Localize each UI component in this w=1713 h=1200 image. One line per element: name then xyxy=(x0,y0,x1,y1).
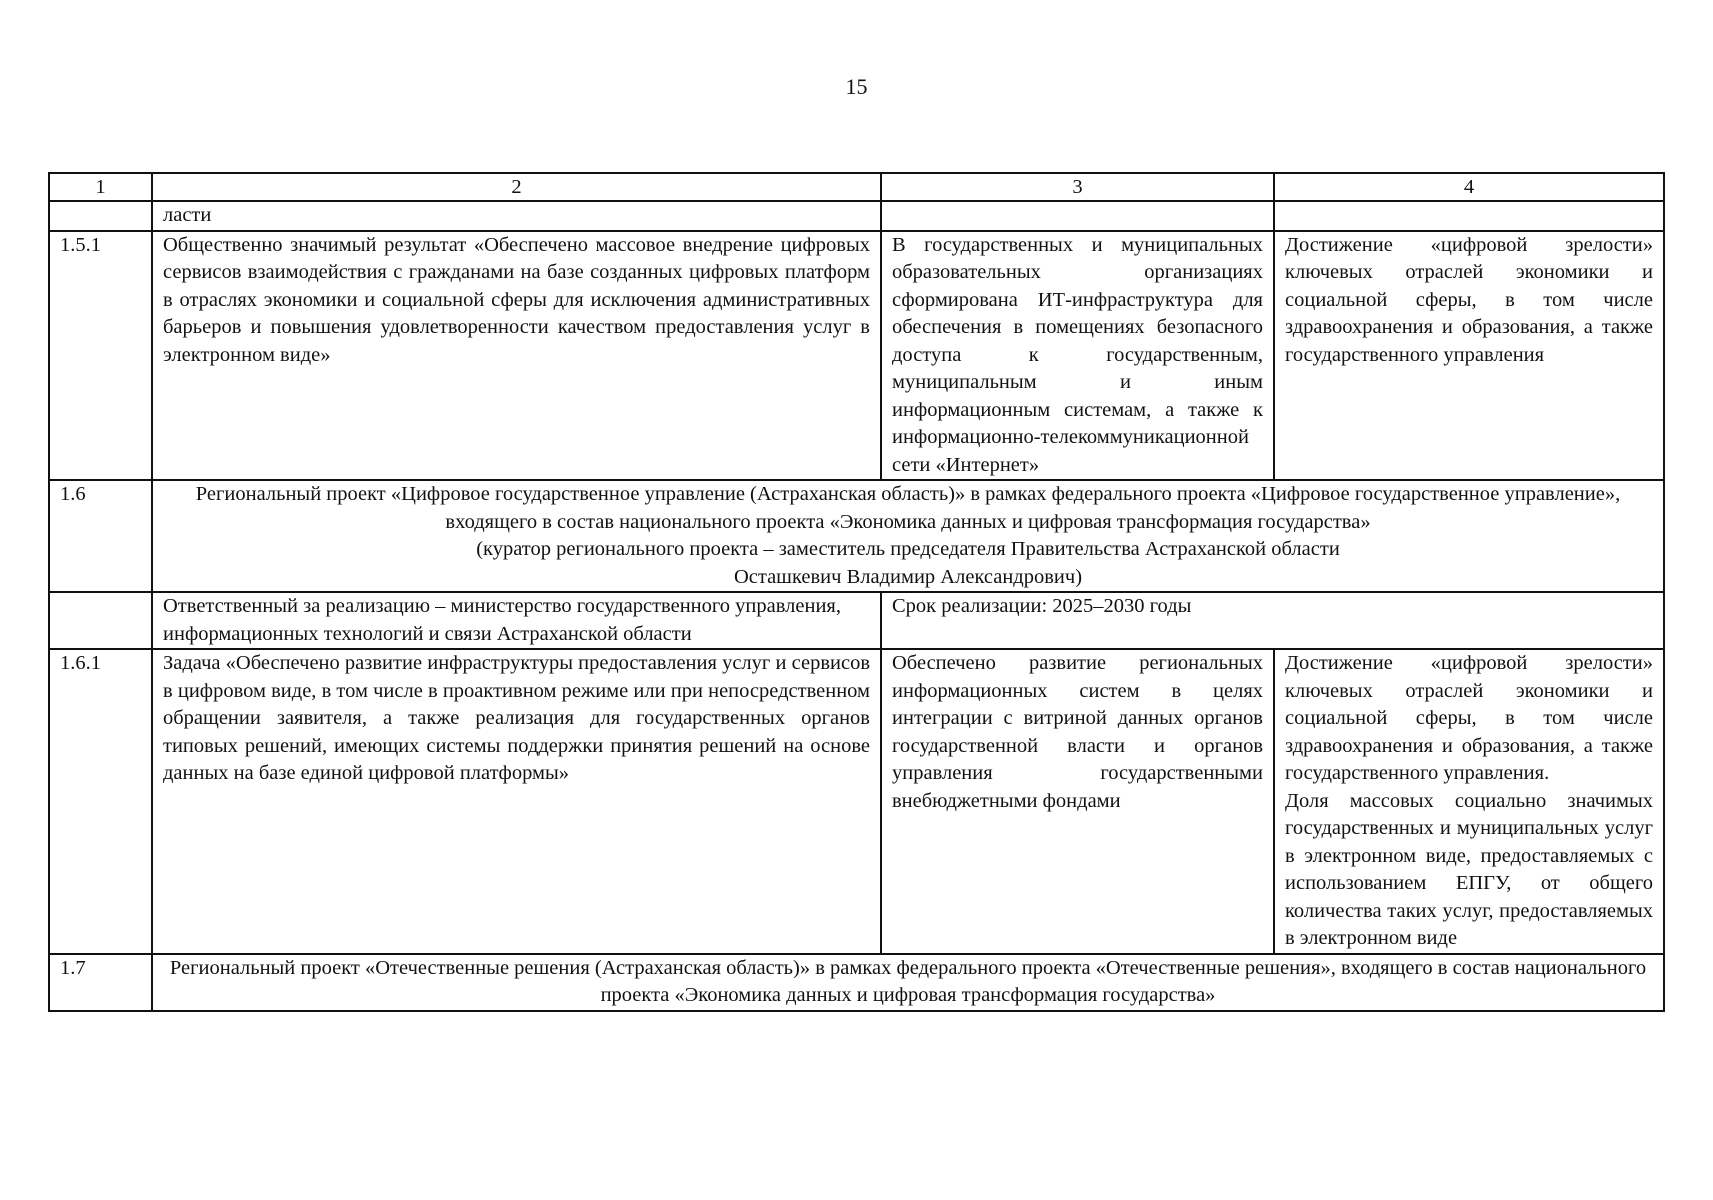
row-number: 1.7 xyxy=(49,954,152,1011)
row-number: 1.6.1 xyxy=(49,649,152,954)
column-header-4: 4 xyxy=(1274,173,1664,201)
result-description: Общественно значимый результат «Обеспечено массовое внедрение цифровых сервисов взаимодействия с гражданами на базе созданных цифровых платформ в отраслях экономики и социальной сферы для исключения административных барьеров и повышения удовлетворенности качеством предоставления услуг в электронном виде» xyxy=(152,231,881,481)
project-curator: (куратор регионального проекта – заместитель председателя Правительства Астраханской области xyxy=(476,538,1340,560)
empty-cell xyxy=(49,201,152,231)
continuation-text: ласти xyxy=(152,201,881,231)
project-curator-name: Осташкевич Владимир Александрович) xyxy=(733,565,1083,588)
responsible-party: Ответственный за реализацию – министерство государственного управления, информационных технологий и связи Астраханской области xyxy=(152,592,881,649)
empty-cell xyxy=(1274,201,1664,231)
task-link xyxy=(1274,649,1664,954)
row-number: 1.5.1 xyxy=(49,231,152,481)
column-header-2: 2 xyxy=(152,173,881,201)
empty-cell xyxy=(881,201,1274,231)
implementation-term: Срок реализации: 2025–2030 годы xyxy=(881,592,1664,649)
task-link-paragraph-1: Достижение «цифровой зрелости» ключевых отраслей экономики и социальной сферы, в том числе здравоохранения и образования, а также государственного управления. xyxy=(1285,652,1653,784)
table-row xyxy=(49,231,1664,481)
empty-cell xyxy=(49,592,152,649)
table-row xyxy=(49,201,1664,231)
result-characteristic: В государственных и муниципальных образовательных организациях сформирована ИТ-инфраструктура для обеспечения в помещениях безопасного доступа к государственным, муниципальным и иным информационным системам, а также к информационно-телекоммуникационной сети «Интернет» xyxy=(881,231,1274,481)
column-header-1: 1 xyxy=(49,173,152,201)
project-title: Региональный проект «Отечественные решения (Астраханская область)» в рамках федерального проекта «Отечественные решения», входящего в состав национального проекта «Экономика данных и цифровая трансформация государства» xyxy=(152,954,1664,1011)
project-title: Региональный проект «Цифровое государственное управление (Астраханская область)» в рамках федерального проекта «Цифровое государственное управление», входящего в состав национального проекта «Экономика данных и цифровая трансформация государства» xyxy=(195,483,1621,533)
table-header-row xyxy=(49,173,1664,201)
task-link-paragraph-2: Доля массовых социально значимых государственных и муниципальных услуг в электронном виде, предоставляемых с использованием ЕПГУ, от общего количества таких услуг, предоставляемых в электронном виде xyxy=(1285,789,1653,949)
task-characteristic: Обеспечено развитие региональных информационных систем в целях интеграции с витриной данных органов государственной власти и органов управления государственными внебюджетными фондами xyxy=(881,649,1274,954)
task-description: Задача «Обеспечено развитие инфраструктуры предоставления услуг и сервисов в цифровом виде, в том числе в проактивном режиме или при непосредственном обращении заявителя, а также реализация для государственных органов типовых решений, имеющих системы поддержки принятия решений на основе данных на базе единой цифровой платформы» xyxy=(152,649,881,954)
result-link: Достижение «цифровой зрелости» ключевых отраслей экономики и социальной сферы, в том числе здравоохранения и образования, а также государственного управления xyxy=(1274,231,1664,481)
table-row xyxy=(49,592,1664,649)
row-number: 1.6 xyxy=(49,480,152,592)
table-row xyxy=(49,649,1664,954)
page-number: 15 xyxy=(845,74,868,99)
table-row xyxy=(49,480,1664,592)
table-row xyxy=(49,954,1664,1011)
plan-table xyxy=(48,172,1665,1012)
column-header-3: 3 xyxy=(881,173,1274,201)
project-title-cell xyxy=(152,480,1664,592)
